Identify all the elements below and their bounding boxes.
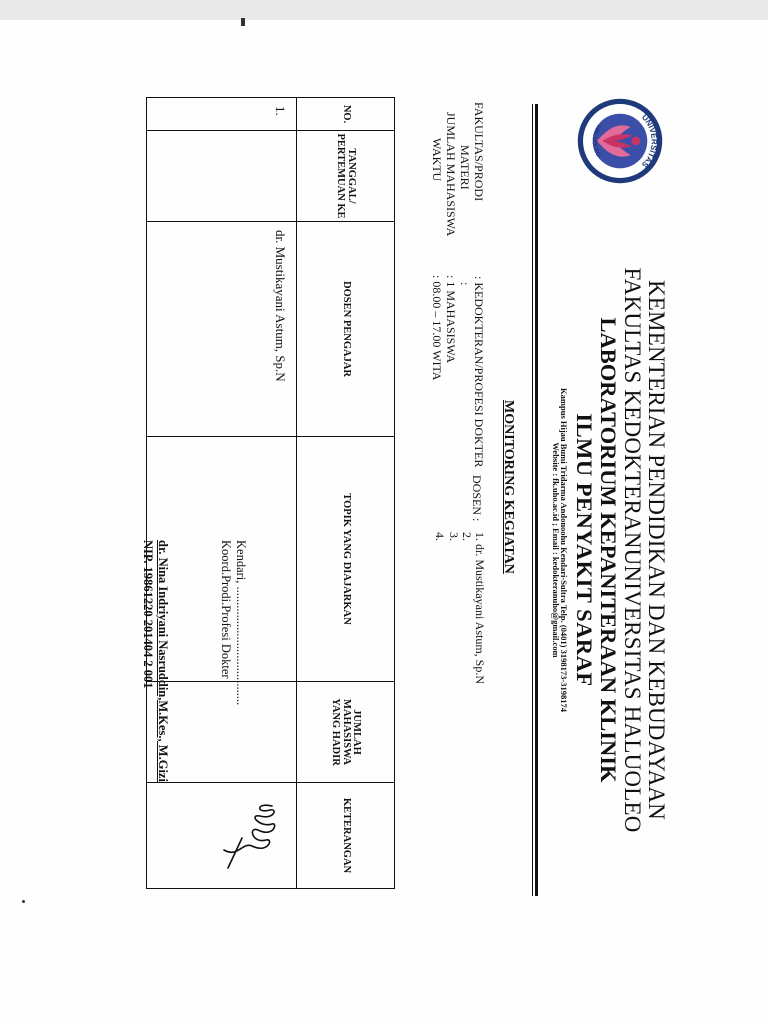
document-title: MONITORING KEGIATAN [501, 400, 516, 574]
jumlah-label: JUMLAH MAHASISWA [444, 112, 458, 237]
dosen-item: 4. [433, 532, 448, 541]
col-header-jumlah: JUMLAH MAHASISWA YANG HADIR [297, 682, 395, 783]
logo-text-top: UNIVERSITAS [639, 112, 659, 170]
materi-label: MATERI [458, 145, 472, 190]
dosen-item: 2. [459, 532, 474, 541]
cell-dosen: dr. Mustikayani Astum, Sp.N [147, 222, 297, 437]
handwritten-signature [218, 798, 282, 874]
cell-keterangan [147, 783, 297, 889]
website-email: Website : fk.uho.ac.id ; Email : kedokteranuho@gmail.com [550, 442, 561, 658]
signatory-nip: NIP. 19861220 201404 2 001 [141, 540, 155, 689]
monitoring-table [146, 97, 395, 889]
logo-text-bottom: HALUOLEO [590, 123, 603, 159]
footer-koord: Koord.Prodi.Profesi Dokter [219, 540, 233, 679]
dosen-item: 1. dr. Mustikayani Astum, Sp.N [473, 532, 487, 685]
ministry-name: KEMENTERIAN PENDIDIKAN DAN KEBUDAYAAN [644, 280, 669, 820]
letterhead [551, 240, 668, 860]
col-header-keterangan: KETERANGAN [297, 783, 395, 889]
dosen-item: 3. [446, 532, 461, 541]
lab-name: LABORATORIUM KEPANITERAAN KLINIK [595, 317, 621, 783]
cell-no: 1. [147, 98, 297, 131]
fakultas-value: : KEDOKTERAN/PROFESI DOKTER [472, 276, 486, 468]
table-header-row [297, 98, 395, 889]
address: Kampus Hijau Bumi Tridarma Andonoohu Kendari-Sultra Telp. (0401) 3198173-3198174 [559, 388, 570, 712]
header-rule-thick [535, 104, 538, 896]
materi-value: : [458, 282, 472, 286]
cell-tanggal [147, 131, 297, 222]
col-header-topik: TOPIK YANG DIAJARKAN [297, 437, 395, 682]
waktu-label: WAKTU [430, 138, 444, 182]
footer-kendari: Kendari, ...................................... [234, 540, 248, 706]
col-header-no: NO. [297, 98, 395, 131]
fakultas-label: FAKULTAS/PRODI [472, 102, 486, 202]
dosen-list [433, 532, 486, 684]
department-name: ILMU PENYAKIT SARAF [572, 413, 598, 687]
header-rule-thin [532, 104, 533, 896]
col-header-dosen: DOSEN PENGAJAR [297, 222, 395, 437]
signatory-name: dr. Nina Indriyani Nasruddin,M.Kes., M.Gizi [156, 540, 170, 782]
university-logo [576, 97, 664, 185]
col-header-tanggal: TANGGAL/ PERTEMUAN KE [297, 131, 395, 222]
faculty-name: FAKULTAS KEDOKTERANUNIVERSITAS HALUOLEO [619, 267, 645, 833]
jumlah-value: : 1 MAHASISWA [444, 275, 458, 364]
dosen-label: DOSEN : [470, 475, 484, 522]
waktu-value: : 08.00 – 17.00 WITA [430, 275, 444, 381]
